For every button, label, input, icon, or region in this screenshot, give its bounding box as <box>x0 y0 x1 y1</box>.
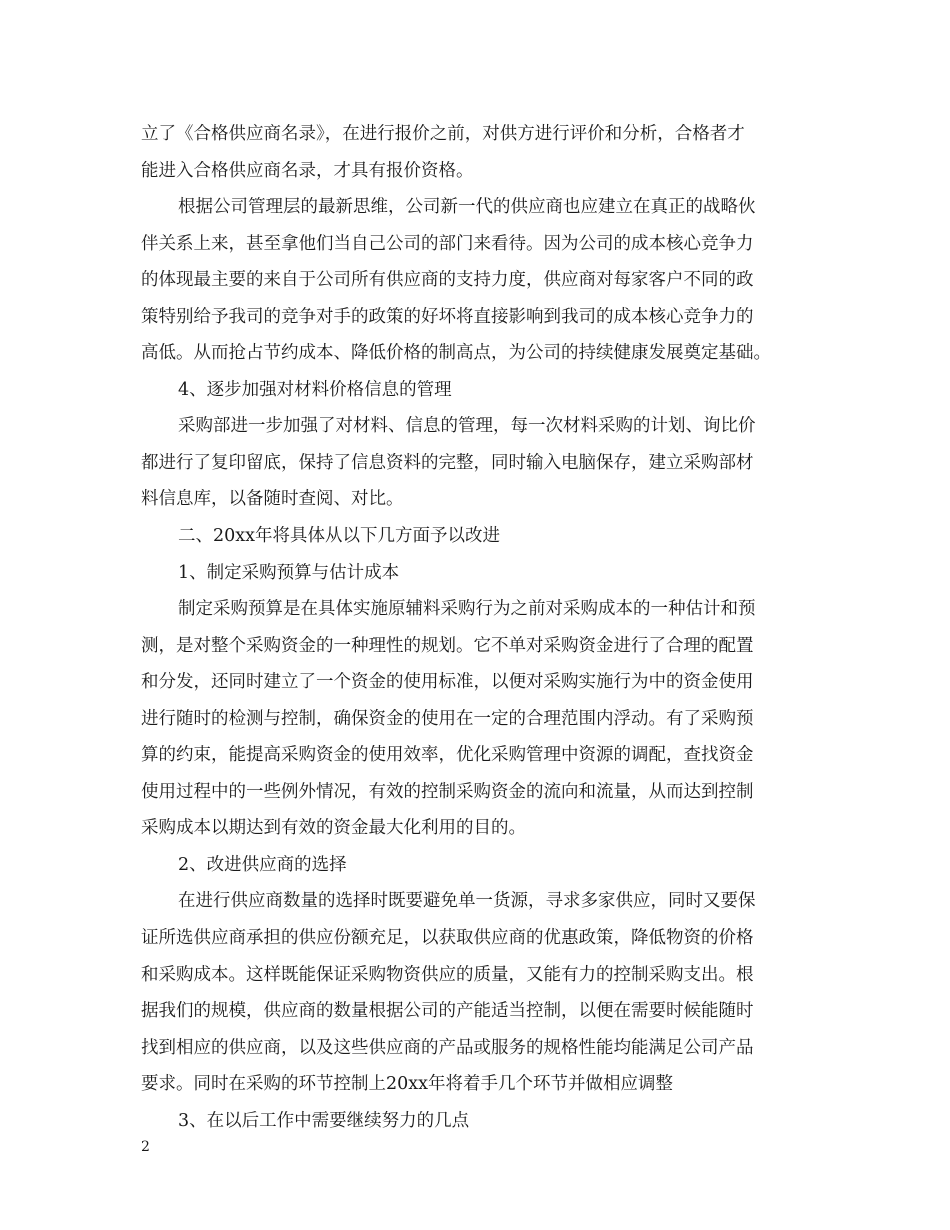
paragraph-line: 要求。同时在采购的环节控制上20xx年将着手几个环节并做相应调整 <box>141 1074 674 1095</box>
paragraph-first-line: 制定采购预算是在具体实施原辅料采购行为之前对采购成本的一种估计和预 <box>178 599 756 620</box>
paragraph-line: 进行随时的检测与控制，确保资金的使用在一定的合理范围内浮动。有了采购预 <box>141 708 754 729</box>
paragraph-line: 高低。从而抢占节约成本、降低价格的制高点，为公司的持续健康发展奠定基础。 <box>141 343 771 364</box>
paragraph-first-line: 在进行供应商数量的选择时既要避免单一货源，寻求多家供应，同时又要保 <box>178 891 756 912</box>
paragraph-first-line: 二、20xx年将具体从以下几方面予以改进 <box>178 526 501 547</box>
paragraph-line: 采购成本以期达到有效的资金最大化利用的目的。 <box>141 818 526 839</box>
paragraph-first-line: 3、在以后工作中需要继续努力的几点 <box>178 1110 470 1131</box>
paragraph-first-line: 4、逐步加强对材料价格信息的管理 <box>178 379 452 400</box>
page-number: 2 <box>141 1139 150 1155</box>
paragraph-line: 使用过程中的一些例外情况，有效的控制采购资金的流向和流量，从而达到控制 <box>141 781 754 802</box>
document-body <box>141 116 806 1139</box>
paragraph-first-line: 1、制定采购预算与估计成本 <box>178 562 400 583</box>
paragraph-line: 都进行了复印留底，保持了信息资料的完整，同时输入电脑保存，建立采购部材 <box>141 452 754 473</box>
paragraph-line: 找到相应的供应商，以及这些供应商的产品或服务的规格性能均能满足公司产品 <box>141 1037 754 1058</box>
paragraph-line: 的体现最主要的来自于公司所有供应商的支持力度，供应商对每家客户不同的政 <box>141 270 754 291</box>
paragraph-line: 料信息库，以备随时查阅、对比。 <box>141 489 404 510</box>
paragraph-line: 能进入合格供应商名录，才具有报价资格。 <box>141 160 474 181</box>
paragraph-line: 算的约束，能提高采购资金的使用效率，优化采购管理中资源的调配，查找资金 <box>141 745 754 766</box>
paragraph-first-line: 根据公司管理层的最新思维，公司新一代的供应商也应建立在真正的战略伙 <box>178 197 756 218</box>
paragraph-first-line: 2、改进供应商的选择 <box>178 854 347 875</box>
paragraph-first-line: 采购部进一步加强了对材料、信息的管理，每一次材料采购的计划、询比价 <box>178 416 756 437</box>
paragraph-line: 策特别给予我司的竞争对手的政策的好坏将直接影响到我司的成本核心竞争力的 <box>141 306 754 327</box>
paragraph-line: 伴关系上来，甚至拿他们当自己公司的部门来看待。因为公司的成本核心竞争力 <box>141 233 754 254</box>
paragraph-line: 和分发，还同时建立了一个资金的使用标准，以便对采购实施行为中的资金使用 <box>141 672 754 693</box>
paragraph-line: 证所选供应商承担的供应份额充足，以获取供应商的优惠政策，降低物资的价格 <box>141 928 754 949</box>
paragraph-line: 据我们的规模，供应商的数量根据公司的产能适当控制，以便在需要时候能随时 <box>141 1001 754 1022</box>
paragraph-line: 测，是对整个采购资金的一种理性的规划。它不单对采购资金进行了合理的配置 <box>141 635 754 656</box>
paragraph-line: 立了《合格供应商名录》，在进行报价之前，对供方进行评价和分析，合格者才 <box>141 124 745 144</box>
paragraph-line: 和采购成本。这样既能保证采购物资供应的质量，又能有力的控制采购支出。根 <box>141 964 754 985</box>
